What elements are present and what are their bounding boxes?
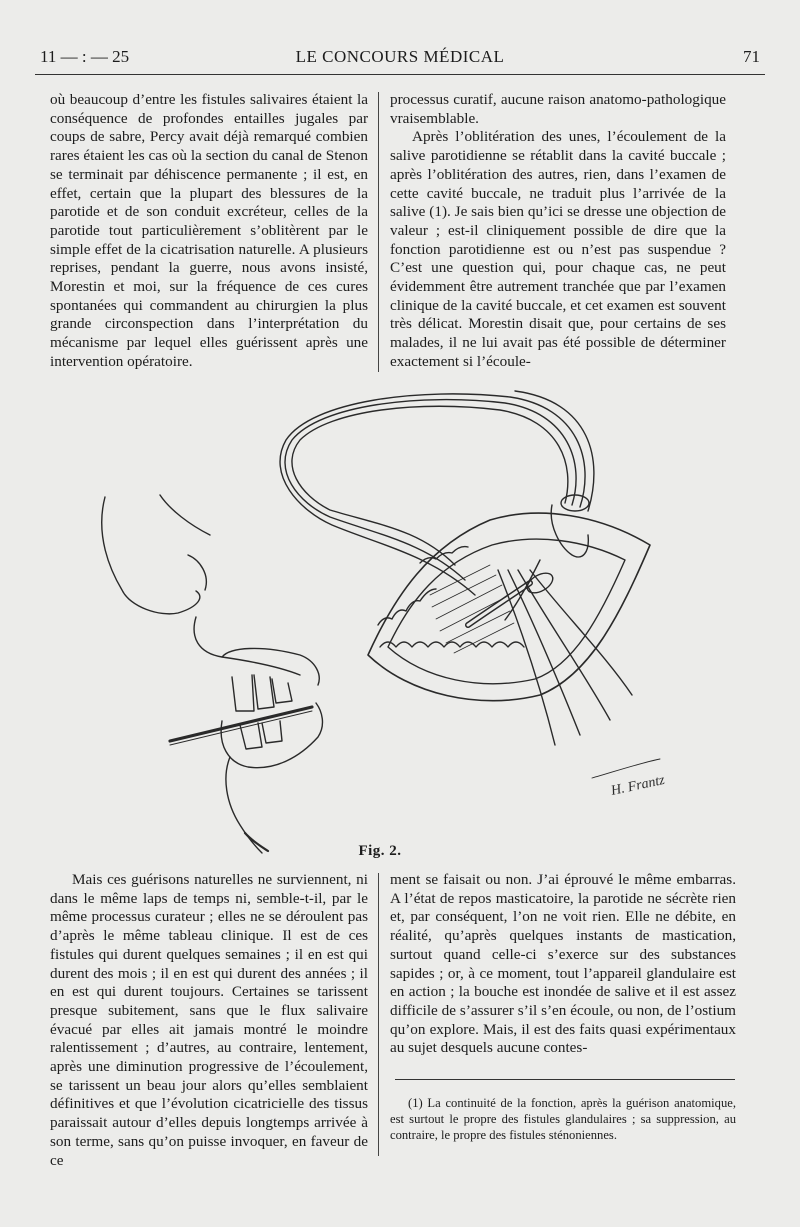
right-column-top (390, 91, 726, 372)
paragraph: processus curatif, aucune raison anatomo-pathologique vraisemblable. (390, 91, 726, 127)
paragraph: Après l’oblitération des unes, l’écoulement de la salive parotidienne se rétablit dans la cavité buccale ; après l’oblitération des autres, rien, dans l’examen de cette cavité buccale, ne traduit plus l’arrivée de la salive (1). Je sais bien qu’ici se dresse une objection de valeur ; est-il cliniquement possible de dire que la fonction parotidienne est ou n’est pas suspendue ? C’est une question qui, pour chaque cas, ne peut évidemment être autrement tranchée que par l’examen clinique de la cavité buccale, et cet examen est souvent très délicat. Morestin disait que, pour certains de ses malades, il ne lui avait pas été possible de déterminer exactement si l’écoule- (390, 128, 726, 370)
footnote-text: (1) La continuité de la fonction, après la guérison anatomique, est surtout le propre des fistules glandulaires ; sa suppression, au contraire, le propre des fistules sténoniennes. (390, 1096, 736, 1142)
paragraph: ment se faisait ou non. J’ai éprouvé le même embarras. A l’état de repos masticatoire, la parotide ne sécrète rien et, par conséquent, l’on ne voit rien. Elle ne débite, en réalité, qu’après quelques instants de mastication, surtout quand celle-ci s’exerce sur des substances sapides ; or, à ce moment, tout l’appareil glandulaire est en action ; la bouche est inondée de salive et il est assez difficile de s’assurer s’il s’en écoule, ou non, de l’ostium qu’on explore. Mais, il est des faits quasi expérimentaux au sujet desquels aucune contes- (390, 871, 736, 1057)
left-column-bottom (50, 871, 368, 1170)
surgical-illustration (0, 385, 800, 860)
running-head (40, 47, 760, 69)
artist-signature: H. Frantz (609, 772, 667, 799)
header-rule (35, 74, 765, 75)
left-column-top (50, 91, 368, 372)
paragraph: Mais ces guérisons naturelles ne surviennent, ni dans le même laps de temps ni, semble-t-il, par le même processus curateur ; elles ne se déroulent pas d’après le même tableau clinique. Il est de ces fistules qui durent quelques semaines ; il en est qui durent des mois ; il en est qui durent des années ; il en est qui durent toujours. Certaines se tarissent presque subitement, sans que le flux salivaire évacué par elles ait jamais montré le moindre ralentissement ; d’autres, au contraire, lentement, après une diminution progressive de l’écoulement, se tarissent un beau jour alors qu’elles semblaient définitives et que l’évolution cicatricielle des tissus paraissait autour d’elles depuis longtemps arrivée à son terme, sans qu’on puisse invoquer, en faveur de ce (50, 871, 368, 1169)
page-number: 71 (743, 47, 760, 66)
figure-drawing (0, 385, 800, 860)
footnote-rule (395, 1079, 735, 1080)
issue-date: 11 — : — 25 (40, 47, 130, 66)
figure-caption: Fig. 2. (358, 843, 402, 859)
column-divider-bottom (378, 873, 379, 1156)
column-divider-top (378, 92, 379, 372)
paragraph: où beaucoup d’entre les fistules salivaires étaient la conséquence de profondes entailles jugales par coups de sabre, Percy avait déjà remarqué combien rares étaient les cas où la section du canal de Stenon se terminait par déhiscence permanente ; il est, en effet, certain que la plupart des blessures de la parotide et de son conduit excréteur, celles de la parotide tout particulièrement s’oblitèrent par le simple effet de la cicatrisation naturelle. A plusieurs reprises, pendant la guerre, nous avons insisté, Morestin et moi, sur la fréquence de ces cures spontanées qui commandent au chirurgien la plus grande circonspection dans l’interprétation du mécanisme par lequel elles guérissent après une intervention opératoire. (50, 91, 368, 370)
right-column-bottom (390, 871, 736, 1058)
journal-title: LE CONCOURS MÉDICAL (295, 47, 505, 66)
footnote (390, 1096, 736, 1143)
